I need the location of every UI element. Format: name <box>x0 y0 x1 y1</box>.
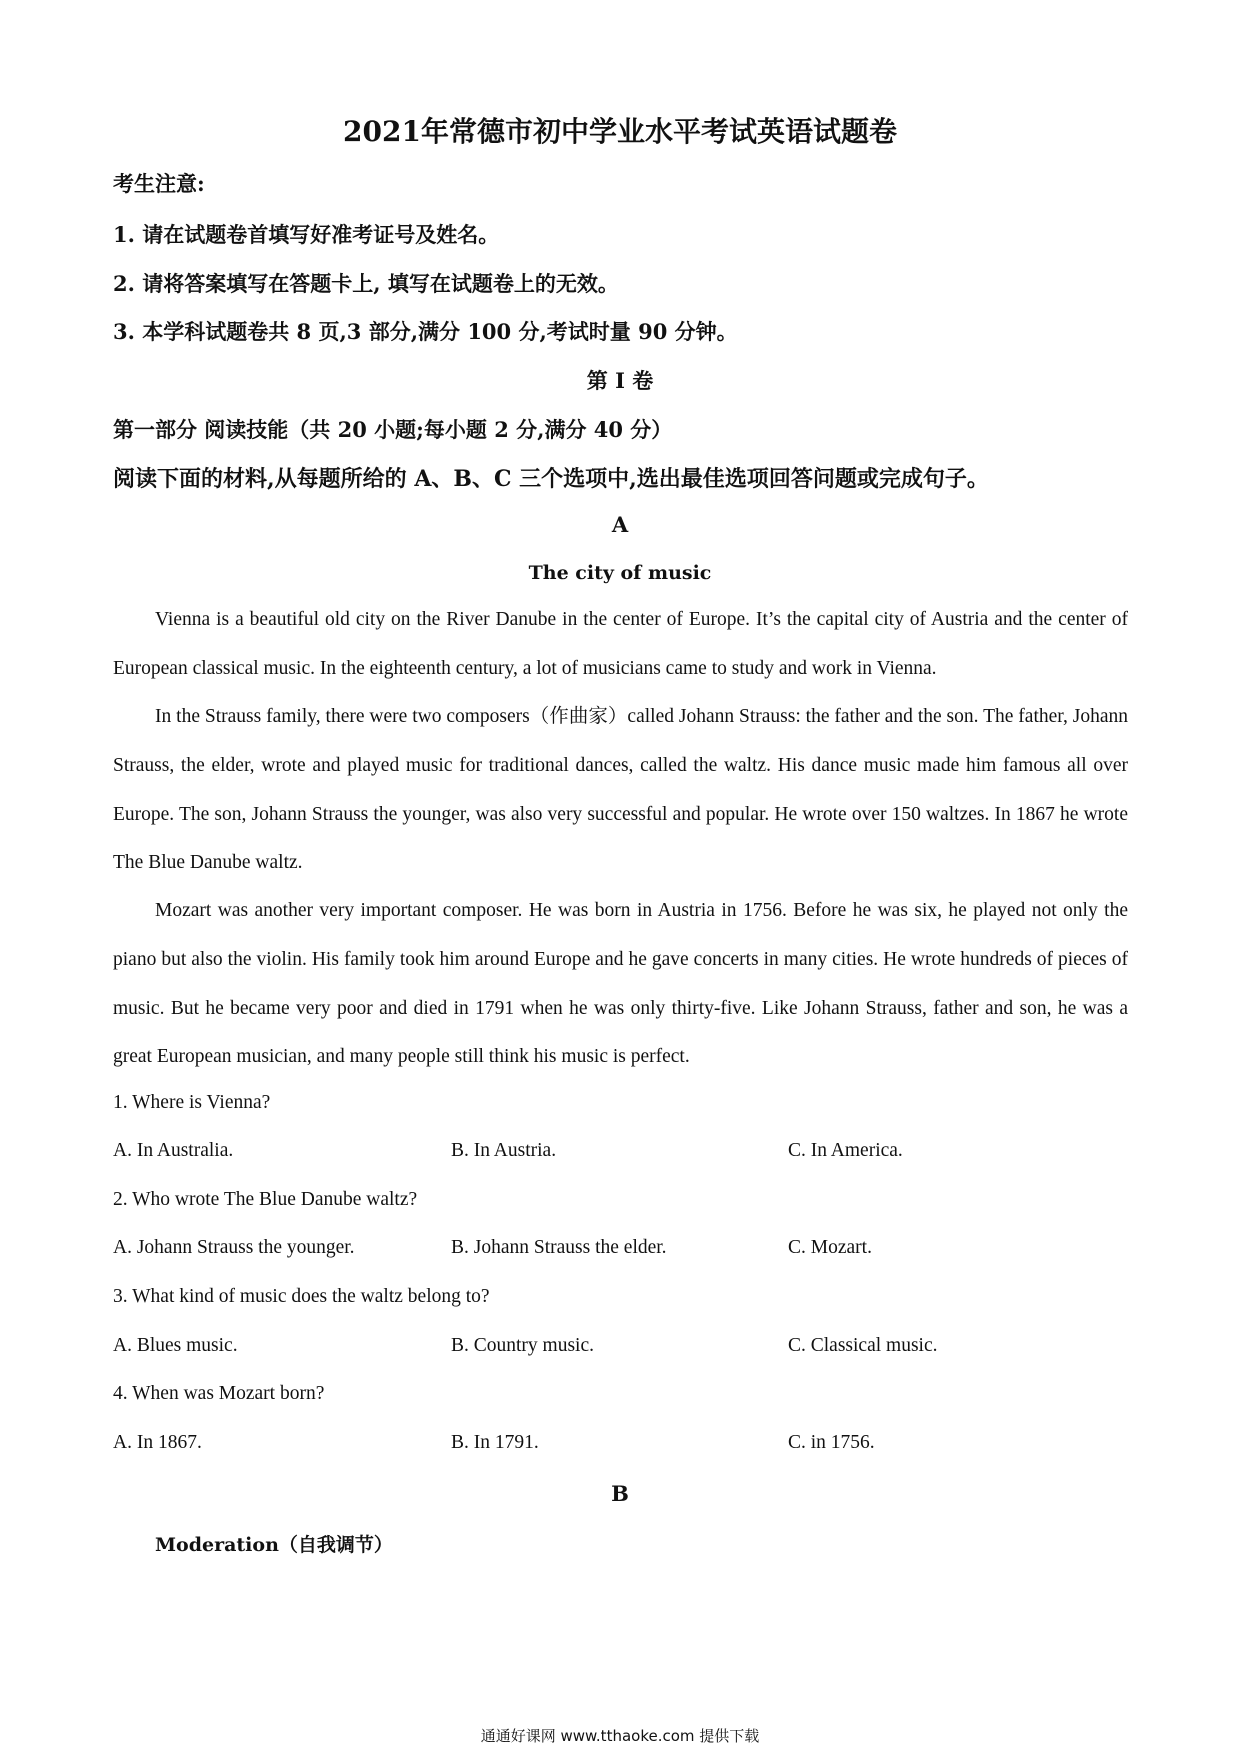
page-title: 2021年常德市初中学业水平考试英语试题卷 <box>343 115 897 148</box>
option-c: C. Classical music. <box>788 1335 938 1356</box>
option-c: C. Mozart. <box>788 1237 872 1258</box>
option-a: A. Johann Strauss the younger. <box>113 1237 355 1258</box>
notice-item: 1. 请在试题卷首填写好准考证号及姓名。 <box>113 222 500 247</box>
option-a: A. In 1867. <box>113 1432 202 1453</box>
question-stem: 1. Where is Vienna? <box>113 1092 271 1113</box>
option-a: A. Blues music. <box>113 1335 238 1356</box>
notice-heading: 考生注意: <box>113 171 205 196</box>
option-b: B. In Austria. <box>451 1140 557 1161</box>
passage-paragraph: In the Strauss family, there were two composers（作曲家）called Johann Strauss: the father and the son. The father, Johann Strauss, the elder, wrote and played music for traditional dances, called the waltz. His dance music made him famous all over Europe. The son, Johann Strauss the younger, was also very successful and popular. He wrote over 150 waltzes. In 1867 he wrote The Blue Danube waltz. <box>113 706 1128 874</box>
option-a: A. In Australia. <box>113 1140 234 1161</box>
notice-item: 3. 本学科试题卷共 8 页,3 部分,满分 100 分,考试时量 90 分钟。 <box>113 319 738 344</box>
instruction-text: 阅读下面的材料,从每题所给的 A、B、C 三个选项中,选出最佳选项回答问题或完成句子。 <box>113 466 989 492</box>
passage-paragraph: Vienna is a beautiful old city on the River Danube in the center of Europe. It’s the capital city of Austria and the center of European classical music. In the eighteenth century, a lot of musicians came to study and work in Vienna. <box>113 609 1128 679</box>
option-c: C. in 1756. <box>788 1432 875 1453</box>
option-b: B. Country music. <box>451 1335 595 1356</box>
passage-title: The city of music <box>528 562 712 584</box>
passage-paragraph: Mozart was another very important composer. He was born in Austria in 1756. Before he was six, he played not only the piano but also the violin. His family took him around Europe and he gave concerts in many cities. He wrote hundreds of pieces of music. But he became very poor and died in 1791 when he was only thirty-five. Like Johann Strauss, father and son, he was a great European musician, and many people still think his music is perfect. <box>113 900 1128 1068</box>
question-stem: 3. What kind of music does the waltz belong to? <box>113 1286 490 1307</box>
section-letter: A <box>611 512 629 537</box>
section-letter: B <box>611 1481 629 1506</box>
question-stem: 4. When was Mozart born? <box>113 1383 325 1404</box>
part-heading: 第一部分 阅读技能（共 20 小题;每小题 2 分,满分 40 分） <box>113 417 673 442</box>
question-stem: 2. Who wrote The Blue Danube waltz? <box>113 1189 418 1210</box>
passage-title: Moderation（自我调节） <box>155 1534 393 1556</box>
option-c: C. In America. <box>788 1140 903 1161</box>
footer-text: 通通好课网 www.tthaoke.com 提供下载 <box>480 1727 760 1745</box>
option-b: B. Johann Strauss the elder. <box>451 1237 667 1258</box>
option-b: B. In 1791. <box>451 1432 539 1453</box>
volume-label: 第 I 卷 <box>586 368 654 393</box>
notice-item: 2. 请将答案填写在答题卡上, 填写在试题卷上的无效。 <box>113 271 619 296</box>
